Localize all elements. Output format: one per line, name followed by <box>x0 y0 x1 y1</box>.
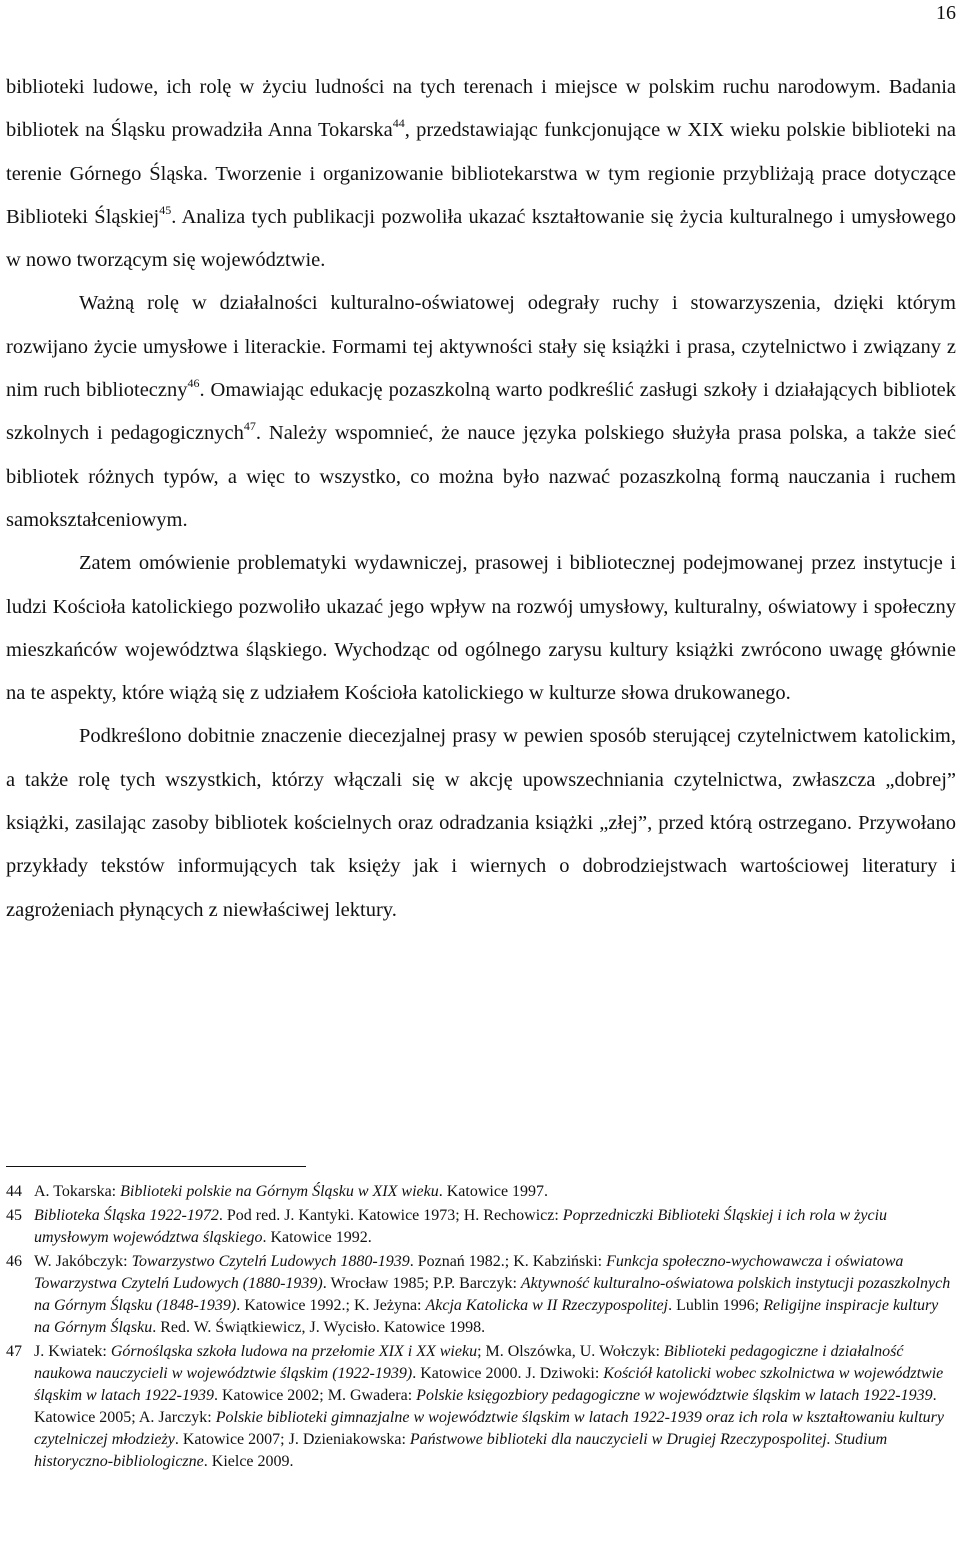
footnote-title: Kościół katolicki wobec szkolnictwa w województwie śląskim w latach 1922-1939 <box>34 1365 948 1404</box>
footnote-citation: . Katowice 1992. <box>262 1229 372 1246</box>
footnote-title: Państwowe biblioteki dla nauczycieli w Drugiej Rzeczypospolitej. Studium historyczno-bibliologiczne <box>34 1431 892 1470</box>
page-number: 16 <box>936 2 956 24</box>
footnote <box>6 1205 956 1249</box>
footnote-text <box>34 1181 956 1203</box>
paragraph <box>6 715 956 931</box>
paragraph-text: . Analiza tych publikacji pozwoliła ukazać kształtowanie się życia kulturalnego i umysłowego w nowo tworzącym się województwie. <box>6 205 956 272</box>
footnote-title: Polskie księgozbiory pedagogiczne w województwie śląskim w latach 1922-1939 <box>416 1387 933 1404</box>
paragraph <box>6 66 956 282</box>
footnote-title: Biblioteki polskie na Górnym Śląsku w XIX wieku <box>120 1183 439 1200</box>
footnote-title: Polskie biblioteki gimnazjalne w województwie śląskim w latach 1922-1939 oraz ich rola w kształtowaniu kultury czytelniczej młodzieży <box>34 1409 948 1448</box>
paragraph <box>6 282 956 542</box>
footnote-reference: 45 <box>159 202 172 217</box>
footnote <box>6 1181 956 1203</box>
paragraph-text: Ważną rolę w działalności kulturalno-oświatowej odegrały ruchy i stowarzyszenia, dzięki którym rozwijano życie umysłowe i literackie. Formami tej aktywności stały się książki i prasa, czytelnictwo i związany z nim ruch biblioteczny <box>6 292 956 402</box>
footnote-citation: . Katowice 1997. <box>438 1183 549 1200</box>
footnote-citation: . Katowice 2007; J. Dzieniakowska: <box>174 1431 410 1448</box>
footnote-citation: . Lublin 1996; <box>668 1297 764 1314</box>
footnote-reference: 44 <box>392 116 405 131</box>
footnote-citation: A. Tokarska: <box>34 1183 121 1200</box>
footnote-number: 46 <box>6 1253 22 1270</box>
footnote-number: 44 <box>6 1183 22 1200</box>
footnote-citation: J. Kwiatek: <box>34 1343 111 1360</box>
footnote-citation: W. Jakóbczyk: <box>34 1253 132 1270</box>
footnote-citation: . Red. W. Świątkiewicz, J. Wycisło. Katowice 1998. <box>152 1319 486 1336</box>
footnote-title: Funkcja społeczno-wychowawcza i oświatowa Towarzystwa Czytelń Ludowych (1880-1939) <box>34 1253 908 1292</box>
footnote-title: Towarzystwo Czytelń Ludowych 1880-1939 <box>131 1253 410 1270</box>
footnote-citation: . Pod red. J. Kantyki. Katowice 1973; H. Rechowicz: <box>218 1207 563 1224</box>
footnote-citation: ; M. Olszówka, U. Wołczyk: <box>477 1343 664 1360</box>
paragraph <box>6 542 956 715</box>
footnote-title: Akcja Katolicka w II Rzeczypospolitej <box>425 1297 669 1314</box>
paragraph-text: Podkreślono dobitnie znaczenie diecezjalnej prasy w pewien sposób sterującej czytelnictwem katolickim, a także rolę tych wszystkich, którzy włączali się w akcję upowszechniania czytelnictwa, zwłaszcza „dobrej” książki, zasilając zasoby bibliotek kościelnych oraz odradzania książki „złej”, przed którą ostrzegano. Przywołano przykłady tekstów informujących tak księży jak i wiernych o dobrodziejstwach wartościowej literatury i zagrożeniach płynących z niewłaściwej lektury. <box>6 725 956 921</box>
footnote-citation: . Katowice 2000. J. Dziwoki: <box>412 1365 604 1382</box>
footnote-title: Górnośląska szkoła ludowa na przełomie XIX i XX wieku <box>110 1343 478 1360</box>
footnote-reference: 47 <box>243 419 256 434</box>
main-text <box>6 66 956 932</box>
footnote-citation: . Katowice 1992.; K. Jeżyna: <box>236 1297 426 1314</box>
footnote-title: Religijne inspiracje kultury na Górnym Śląsku <box>34 1297 943 1336</box>
footnote-number: 45 <box>6 1207 22 1224</box>
footnote-text <box>34 1205 956 1249</box>
paragraph-text: , przedstawiając funkcjonujące w XIX wieku polskie biblioteki na terenie Górnego Śląska. Tworzenie i organizowanie bibliotekarstwa w tym regionie przybliżają prace dotyczące Biblioteki Śląskiej <box>6 119 956 228</box>
footnote-citation: . Wrocław 1985; P.P. Barczyk: <box>322 1275 521 1292</box>
footnote <box>6 1251 956 1339</box>
footnote-title: Poprzedniczki Biblioteki Śląskiej i ich rola w życiu umysłowym województwa śląskiego <box>34 1207 892 1246</box>
paragraph-text: Zatem omówienie problematyki wydawniczej, prasowej i bibliotecznej podejmowanej przez instytucje i ludzi Kościoła katolickiego pozwoliło ukazać jego wpływ na rozwój umysłowy, kulturalny, oświatowy i społeczny mieszkańców województwa śląskiego. Wychodząc od ogólnego zarysu kultury książki zwrócono uwagę głównie na te aspekty, które wiążą się z udziałem Kościoła katolickiego w kulturze słowa drukowanego. <box>6 552 956 705</box>
footnote-citation: . Katowice 2002; M. Gwadera: <box>214 1387 417 1404</box>
footnote-title: Biblioteki pedagogiczne i działalność naukowa nauczycieli w województwie śląskim (1922-1939) <box>34 1343 908 1382</box>
footnote-number: 47 <box>6 1343 22 1360</box>
paragraph-text: . Omawiając edukację pozaszkolną warto podkreślić zasługi szkoły i działających bibliotek szkolnych i pedagogicznych <box>6 379 956 445</box>
paragraph-text: biblioteki ludowe, ich rolę w życiu ludności na tych terenach i miejsce w polskim ruchu narodowym. Badania bibliotek na Śląsku prowadziła Anna Tokarska <box>6 76 956 142</box>
footnotes <box>6 1181 956 1475</box>
footnote-citation: . Poznań 1982.; K. Kabziński: <box>409 1253 607 1270</box>
footnote-title: Biblioteka Śląska 1922-1972 <box>34 1207 219 1224</box>
footnote-text <box>34 1251 956 1339</box>
footnote-citation: . Katowice 2005; A. Jarczyk: <box>34 1387 941 1426</box>
paragraph-text: . Należy wspomnieć, że nauce języka polskiego służyła prasa polska, a także sieć bibliotek różnych typów, a więc to wszystko, co można było nazwać pozaszkolną formą nauczania i ruchem samokształceniowym. <box>6 422 956 531</box>
footnote-title: Aktywność kulturalno-oświatowa polskich instytucji pozaszkolnych na Górnym Śląsku (1848-1939) <box>34 1275 955 1314</box>
footnote-separator <box>6 1166 306 1167</box>
footnote-citation: . Kielce 2009. <box>203 1453 294 1470</box>
footnote-reference: 46 <box>187 376 200 391</box>
footnote-text <box>34 1341 956 1473</box>
footnote <box>6 1341 956 1473</box>
